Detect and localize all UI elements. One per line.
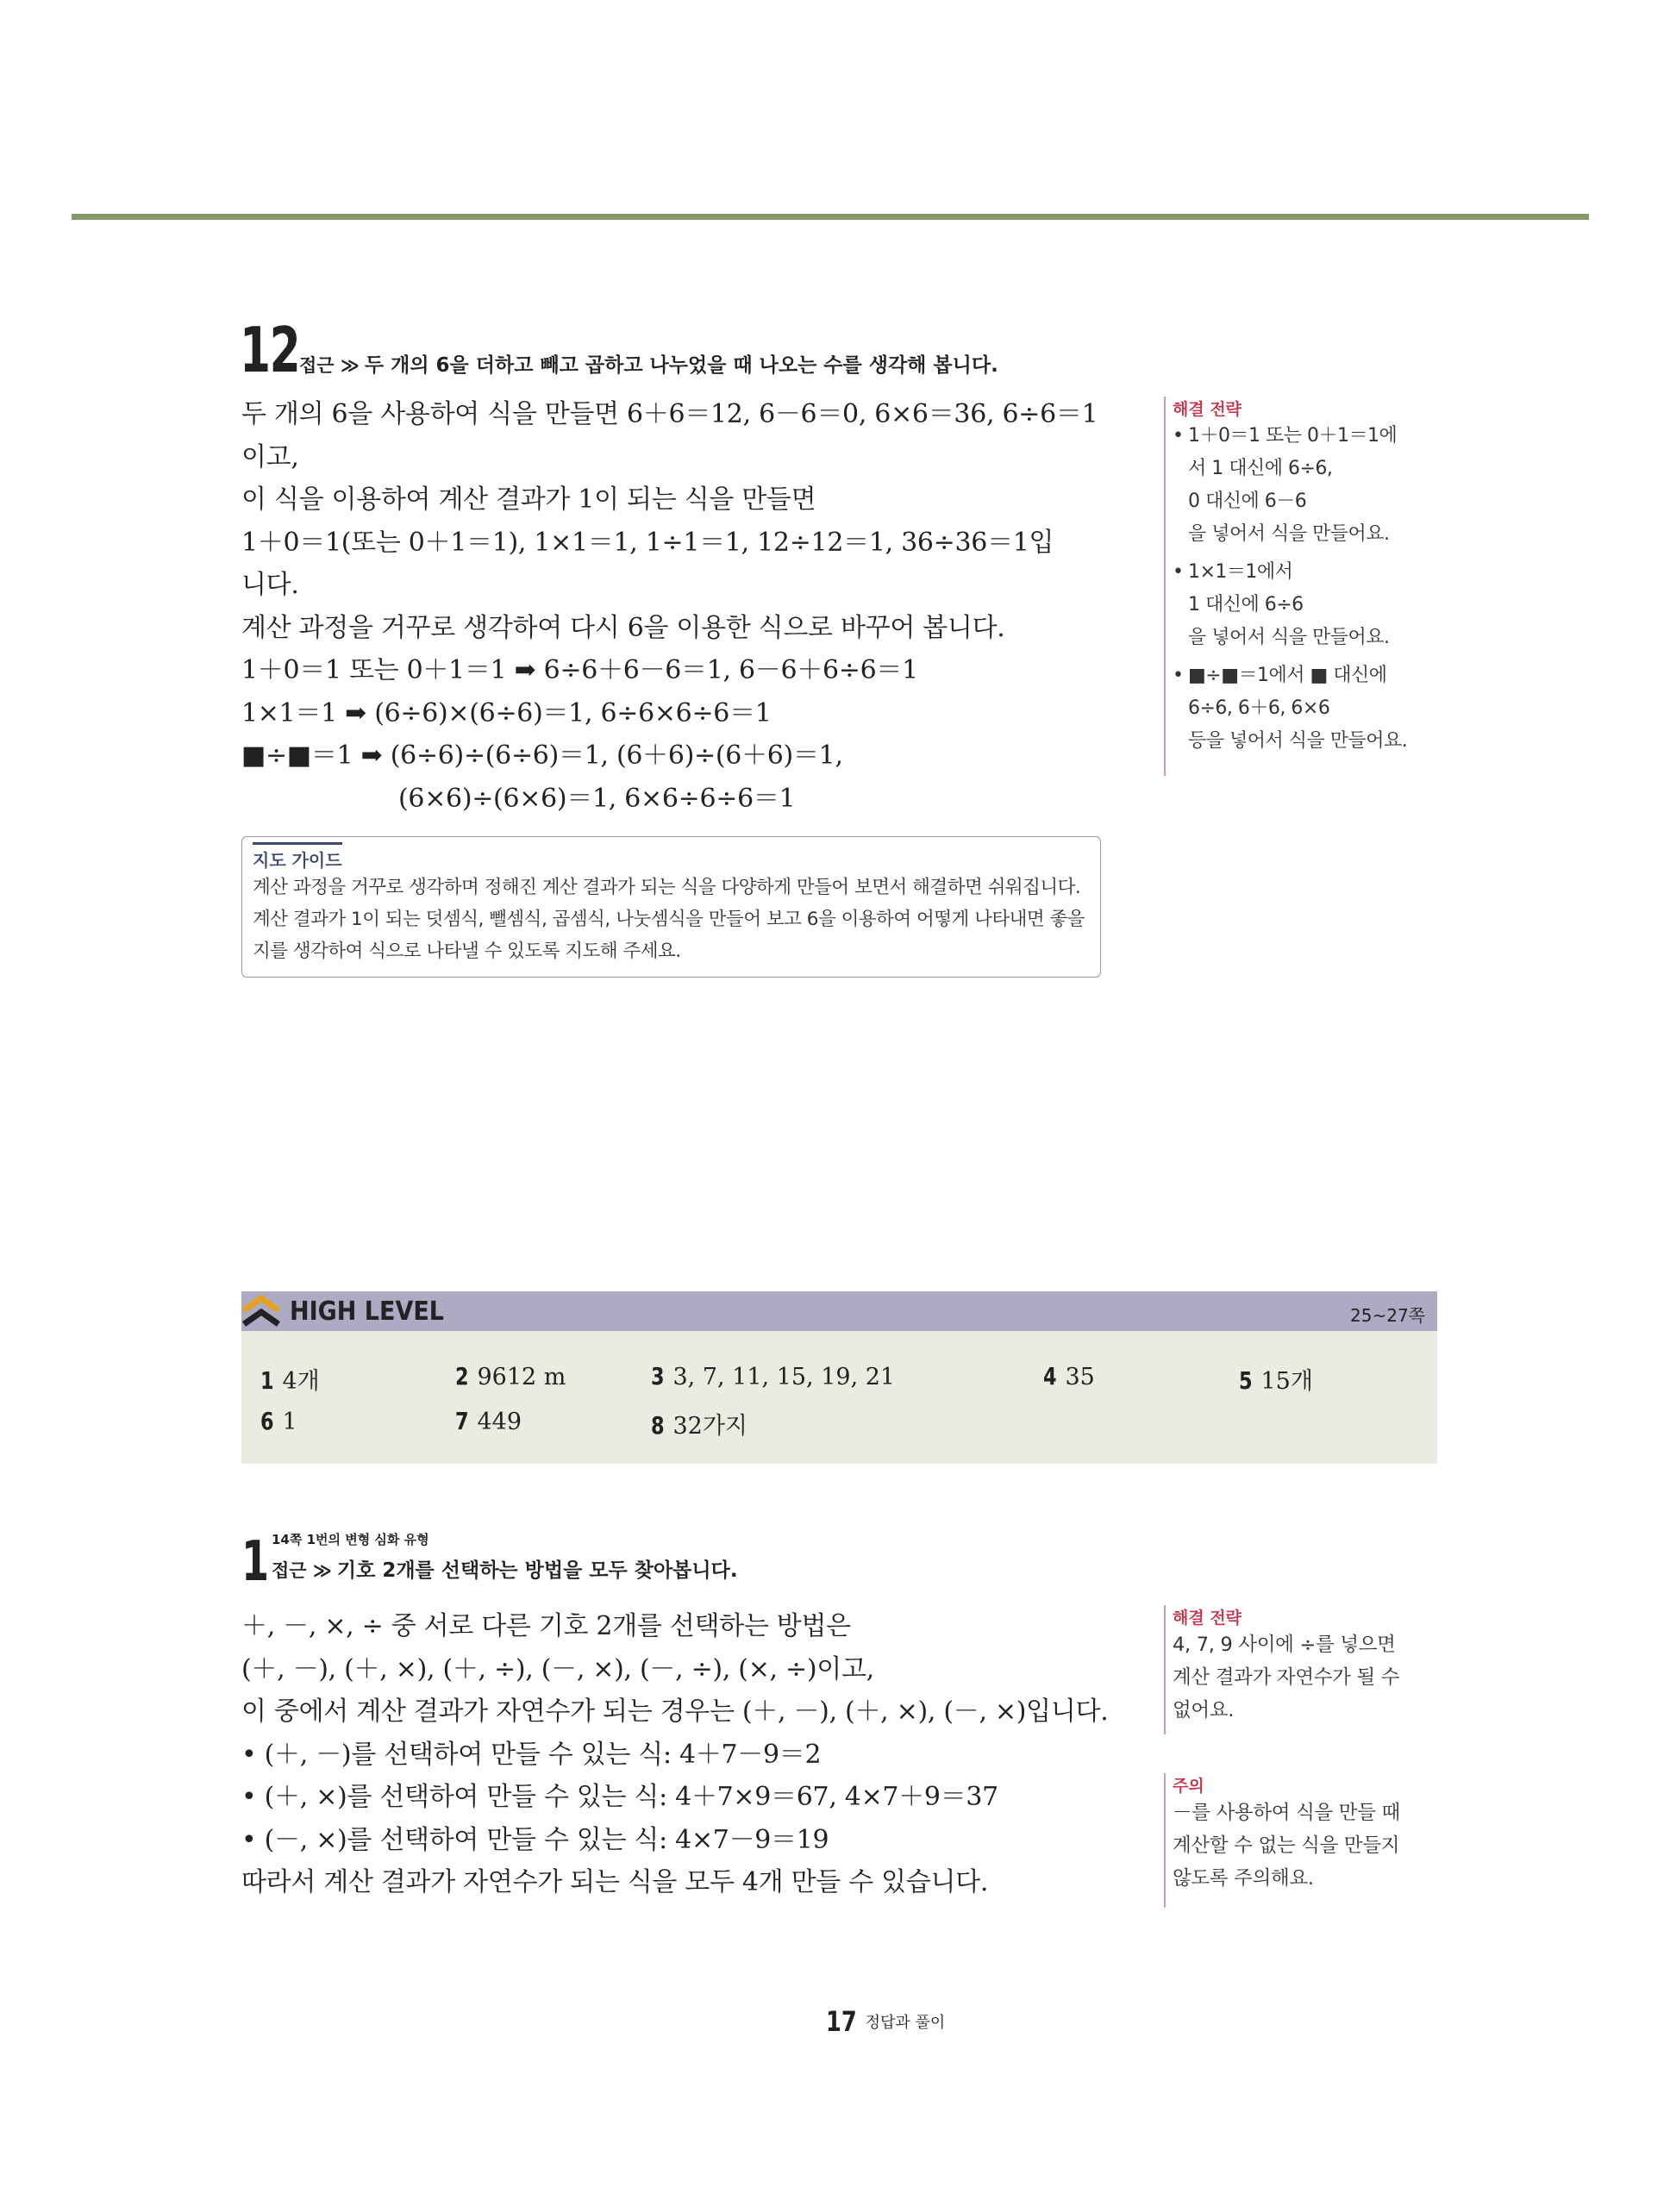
solution-line: 1＋0＝1 또는 0＋1＝1 ➡ 6÷6＋6－6＝1, 6－6＋6÷6＝1 [241, 655, 918, 685]
strategy-line: ■÷■＝1에서 ■ 대신에 [1188, 665, 1387, 686]
solution-line: 이고, [241, 441, 299, 472]
answer-number: 6 [260, 1407, 274, 1435]
solution-line: • (＋, ×)를 선택하여 만들 수 있는 식: 4＋7×9＝67, 4×7＋9＝37 [241, 1782, 998, 1812]
strategy-title: 해결 전략 [1173, 400, 1242, 419]
answer-item [651, 1362, 895, 1390]
answer-value: 3, 7, 11, 15, 19, 21 [672, 1364, 896, 1390]
solution-line: 따라서 계산 결과가 자연수가 되는 식을 모두 4개 만들 수 있습니다. [241, 1867, 989, 1897]
answer-value: 32가지 [672, 1413, 748, 1440]
answer-value: 4개 [282, 1368, 320, 1395]
page-number: 17 [826, 2005, 857, 2038]
problem-number: 1 [241, 1530, 268, 1594]
solution-line: (＋, －), (＋, ×), (＋, ÷), (－, ×), (－, ÷), (×, ÷)이고, [241, 1653, 874, 1684]
solution-body [241, 393, 1104, 820]
strategy-note [1164, 397, 1442, 776]
strategy-title: 해결 전략 [1173, 1609, 1242, 1628]
strategy-line: 등을 넣어서 식을 만들어요. [1188, 730, 1408, 752]
problem-tag: 14쪽 1번의 변형 심화 유형 [272, 1532, 429, 1547]
answer-item [455, 1407, 522, 1435]
teaching-guide-box [241, 836, 1101, 978]
answer-item [1239, 1362, 1313, 1396]
solution-line: 이 식을 이용하여 계산 결과가 1이 되는 식을 만들면 [241, 484, 816, 515]
strategy-line: 서 1 대신에 6÷6, [1188, 458, 1333, 479]
answer-number: 4 [1043, 1362, 1057, 1390]
caution-note [1164, 1773, 1442, 1908]
solution-line: ＋, －, ×, ÷ 중 서로 다른 기호 2개를 선택하는 방법은 [241, 1611, 851, 1641]
high-level-title: HIGH LEVEL [290, 1297, 445, 1327]
header-rule [72, 214, 1589, 220]
answer-number: 3 [651, 1362, 665, 1390]
approach-text: 두 개의 6을 더하고 빼고 곱하고 나누었을 때 나오는 수를 생각해 봅니다. [364, 354, 998, 377]
strategy-item: • 1×1＝1에서 1 대신에 6÷6 을 넣어서 식을 만들어요. [1166, 556, 1442, 654]
caution-line: 않도록 주의해요. [1173, 1867, 1314, 1890]
answer-value: 15개 [1260, 1368, 1313, 1395]
guide-text: 계산 과정을 거꾸로 생각하며 정해진 계산 결과가 되는 식을 다양하게 만들어 보면서 해결하면 쉬워집니다. 계산 결과가 1이 되는 덧셈식, 뺄셈식, 곱셈식, 나눗셈식을 만들어 보고 6을 이용하여 어떻게 나타내면 좋을지를 생각하여 식으로 나타낼 수 있도록 지도해 주세요. [253, 877, 1085, 962]
answer-item [1043, 1362, 1095, 1390]
answer-value: 1 [282, 1409, 297, 1435]
caution-title: 주의 [1173, 1777, 1204, 1796]
page-range: 25~27쪽 [1350, 1305, 1425, 1326]
strategy-line: 1＋0＝1 또는 0＋1＝1에 [1188, 425, 1398, 447]
answer-item [651, 1407, 747, 1440]
strategy-line: 1×1＝1에서 [1188, 561, 1293, 583]
caution-line: 계산할 수 없는 식을 만들지 [1173, 1834, 1400, 1857]
solution-line: ■÷■＝1 ➡ (6÷6)÷(6÷6)＝1, (6＋6)÷(6＋6)＝1, [241, 740, 843, 771]
answer-number: 1 [260, 1366, 274, 1395]
strategy-line: 1 대신에 6÷6 [1188, 594, 1304, 615]
solution-line: 계산 과정을 거꾸로 생각하여 다시 6을 이용한 식으로 바꾸어 봅니다. [241, 612, 1005, 643]
solution-line: • (＋, －)를 선택하여 만들 수 있는 식: 4＋7－9＝2 [241, 1739, 822, 1770]
strategy-line: 6÷6, 6＋6, 6×6 [1188, 697, 1330, 719]
strategy-item: • 1＋0＝1 또는 0＋1＝1에 서 1 대신에 6÷6, 0 대신에 6－6 을 넣어서 식을 만들어요. [1166, 420, 1442, 551]
guide-title: 지도 가이드 [253, 842, 342, 872]
solution-line: 니다. [241, 570, 299, 600]
strategy-line: 0 대신에 6－6 [1188, 491, 1307, 512]
footer-label: 정답과 풀이 [865, 2014, 946, 2032]
chevron-up-icon [241, 1293, 281, 1329]
approach-line [299, 349, 998, 378]
answer-item [260, 1407, 297, 1435]
page-footer [826, 2005, 945, 2038]
answer-table [241, 1331, 1437, 1464]
solution-line: 두 개의 6을 사용하여 식을 만들면 6＋6＝12, 6－6＝0, 6×6＝36, 6÷6＝1 [241, 399, 1098, 429]
strategy-line: 을 넣어서 식을 만들어요. [1188, 627, 1390, 648]
answer-item [260, 1362, 320, 1396]
answer-value: 449 [477, 1409, 522, 1435]
answer-number: 5 [1239, 1366, 1253, 1395]
answer-number: 7 [455, 1407, 469, 1435]
strategy-line: 을 넣어서 식을 만들어요. [1188, 523, 1390, 545]
answer-item [455, 1362, 566, 1390]
solution-line: 1＋0＝1(또는 0＋1＝1), 1×1＝1, 1÷1＝1, 12÷12＝1, 36÷36＝1입 [241, 527, 1054, 558]
approach-label: 접근 ≫ [272, 1560, 332, 1581]
answer-number: 2 [455, 1362, 469, 1390]
solution-line: (6×6)÷(6×6)＝1, 6×6÷6÷6＝1 [398, 783, 796, 814]
strategy-note [1164, 1605, 1442, 1734]
solution-body [241, 1605, 1138, 1904]
approach-label: 접근 ≫ [299, 355, 360, 376]
approach-text: 기호 2개를 선택하는 방법을 모두 찾아봅니다. [336, 1559, 738, 1582]
problem-number: 12 [240, 314, 300, 386]
caution-line: －를 사용하여 식을 만들 때 [1173, 1802, 1400, 1824]
approach-line [272, 1554, 738, 1583]
solution-line: 1×1＝1 ➡ (6÷6)×(6÷6)＝1, 6÷6×6÷6＝1 [241, 697, 772, 728]
strategy-line: 4, 7, 9 사이에 ÷를 넣으면 [1173, 1634, 1396, 1656]
answer-value: 9612 m [477, 1364, 566, 1390]
solution-line: • (－, ×)를 선택하여 만들 수 있는 식: 4×7－9＝19 [241, 1824, 829, 1855]
strategy-line: 계산 결과가 자연수가 될 수 [1173, 1666, 1400, 1689]
strategy-item: • ■÷■＝1에서 ■ 대신에 6÷6, 6＋6, 6×6 등을 넣어서 식을 만들어요. [1166, 659, 1442, 758]
high-level-header [241, 1291, 1437, 1331]
answer-number: 8 [651, 1411, 665, 1440]
strategy-line: 없어요. [1173, 1699, 1235, 1721]
answer-value: 35 [1065, 1364, 1095, 1390]
solution-line: 이 중에서 계산 결과가 자연수가 되는 경우는 (＋, －), (＋, ×), (－, ×)입니다. [241, 1696, 1109, 1727]
